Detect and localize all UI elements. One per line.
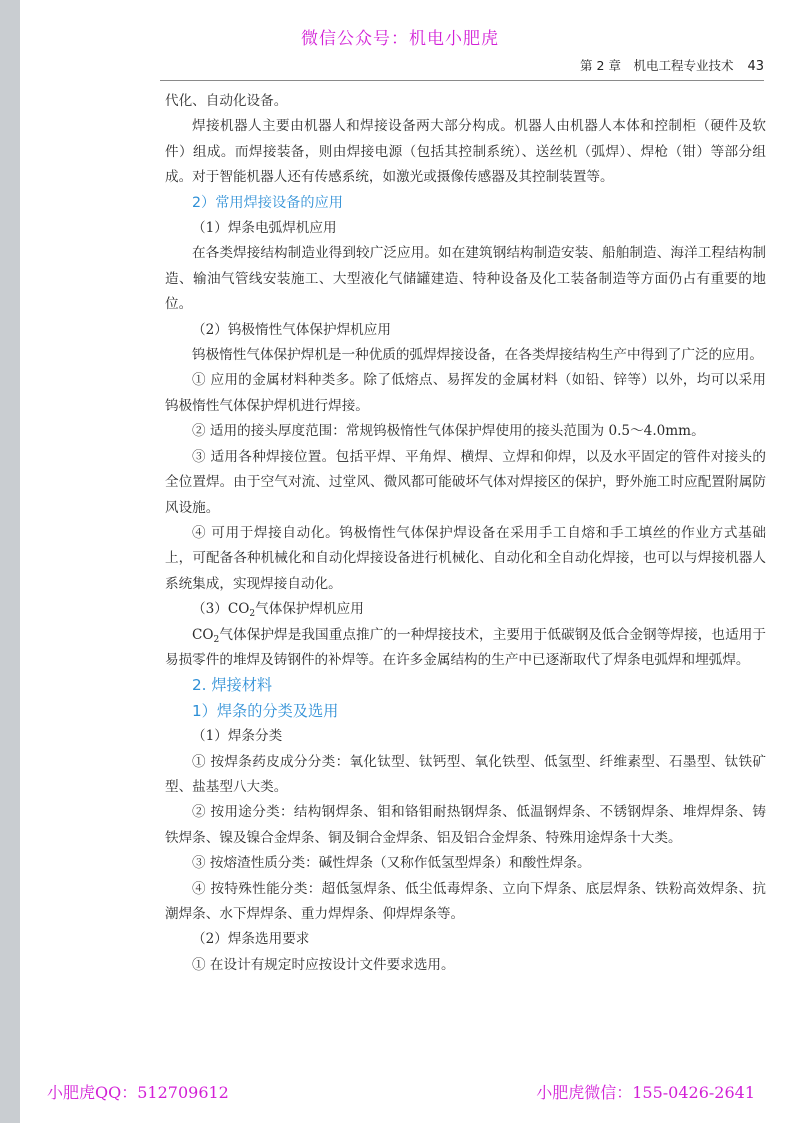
- subsection-heading: （1）焊条电弧焊机应用: [192, 220, 337, 237]
- running-header: [160, 56, 764, 81]
- list-item: ③ 适用各种焊接位置。包括平焊、平角焊、横焊、立焊和仰焊，以及水平固定的管件对接头的全位置焊。由于空气对流、过堂风、微风都可能破坏气体对焊接区的保护，野外施工时应配置附属防风设施。: [165, 448, 766, 516]
- paragraph: $CO_2$气体保护焊是我国重点推广的一种焊接技术，主要用于低碳钢及低合金钢等焊接，也适用于易损零件的堆焊及铸钢件的补焊等。在许多金属结构的生产中已逐渐取代了焊条电弧焊和埋弧焊。: [165, 626, 766, 668]
- paragraph: 代化、自动化设备。: [165, 93, 288, 109]
- list-item: ① 在设计有规定时应按设计文件要求选用。: [192, 956, 455, 973]
- list-item: ④ 按特殊性能分类：超低氢焊条、低尘低毒焊条、立向下焊条、底层焊条、铁粉高效焊条、抗潮焊条、水下焊焊条、重力焊焊条、仰焊焊条等。: [165, 880, 766, 922]
- subsection-heading: $(3)CO_2$气体保护焊机应用: [192, 601, 364, 620]
- paragraph: 焊接机器人主要由机器人和焊接设备两大部分构成。机器人由机器人本体和控制柜（硬件及软件）组成。而焊接装备，则由焊接电源（包括其控制系统）、送丝机（弧焊）、焊枪（钳）等部分组成。对于智能机器人还有传感系统，如激光或摄像传感器及其控制装置等。: [165, 118, 766, 186]
- list-item: ③ 按熔渣性质分类：碱性焊条（又称作低氢型焊条）和酸性焊条。: [192, 855, 591, 872]
- paragraph: 钨极惰性气体保护焊机是一种优质的弧焊焊接设备，在各类焊接结构生产中得到了广泛的应用。: [192, 347, 763, 364]
- watermark-qq: 小肥虎QQ：512709612: [47, 1083, 229, 1102]
- section-heading: 2. 焊接材料: [192, 676, 273, 695]
- section-heading: 1）焊条的分类及选用: [192, 701, 339, 720]
- page-number: 43: [747, 59, 764, 74]
- chapter-title: 第 2 章 机电工程专业技术: [580, 58, 734, 73]
- subsection-heading: （2）焊条选用要求: [192, 931, 310, 948]
- list-item: ① 应用的金属材料种类多。除了低熔点、易挥发的金属材料（如铅、锌等）以外，均可以采用钨极惰性气体保护焊机进行焊接。: [165, 372, 766, 414]
- page-edge-strip: [0, 0, 20, 1123]
- section-heading: 2）常用焊接设备的应用: [192, 194, 343, 211]
- list-item: ② 按用途分类：结构钢焊条、钼和铬钼耐热钢焊条、低温钢焊条、不锈钢焊条、堆焊焊条、铸铁焊条、镍及镍合金焊条、铜及铜合金焊条、铝及铝合金焊条、特殊用途焊条十大类。: [165, 804, 766, 846]
- subsection-heading: （1）焊条分类: [192, 728, 283, 745]
- watermark-wechat: 小肥虎微信：155-0426-2641: [536, 1083, 755, 1102]
- list-item: ② 适用的接头厚度范围：常规钨极惰性气体保护焊使用的接头范围为 0.5～4.0mm。: [192, 423, 705, 440]
- paragraph: 在各类焊接结构制造业得到较广泛应用。如在建筑钢结构制造安装、船舶制造、海洋工程结构制造、输油气管线安装施工、大型液化气储罐建造、特种设备及化工装备制造等方面仍占有重要的地位。: [165, 245, 766, 313]
- watermark-top: 微信公众号：机电小肥虎: [301, 29, 499, 49]
- page-body: [165, 89, 766, 978]
- list-item: ④ 可用于焊接自动化。钨极惰性气体保护焊设备在采用手工自熔和手工填丝的作业方式基础上，可配备各种机械化和自动化焊接设备进行机械化、自动化和全自动化焊接，也可以与焊接机器人系统集成，实现焊接自动化。: [165, 524, 766, 592]
- list-item: ① 按焊条药皮成分分类：氧化钛型、钛钙型、氧化铁型、低氢型、纤维素型、石墨型、钛铁矿型、盐基型八大类。: [165, 753, 766, 795]
- subsection-heading: （2）钨极惰性气体保护焊机应用: [192, 321, 391, 338]
